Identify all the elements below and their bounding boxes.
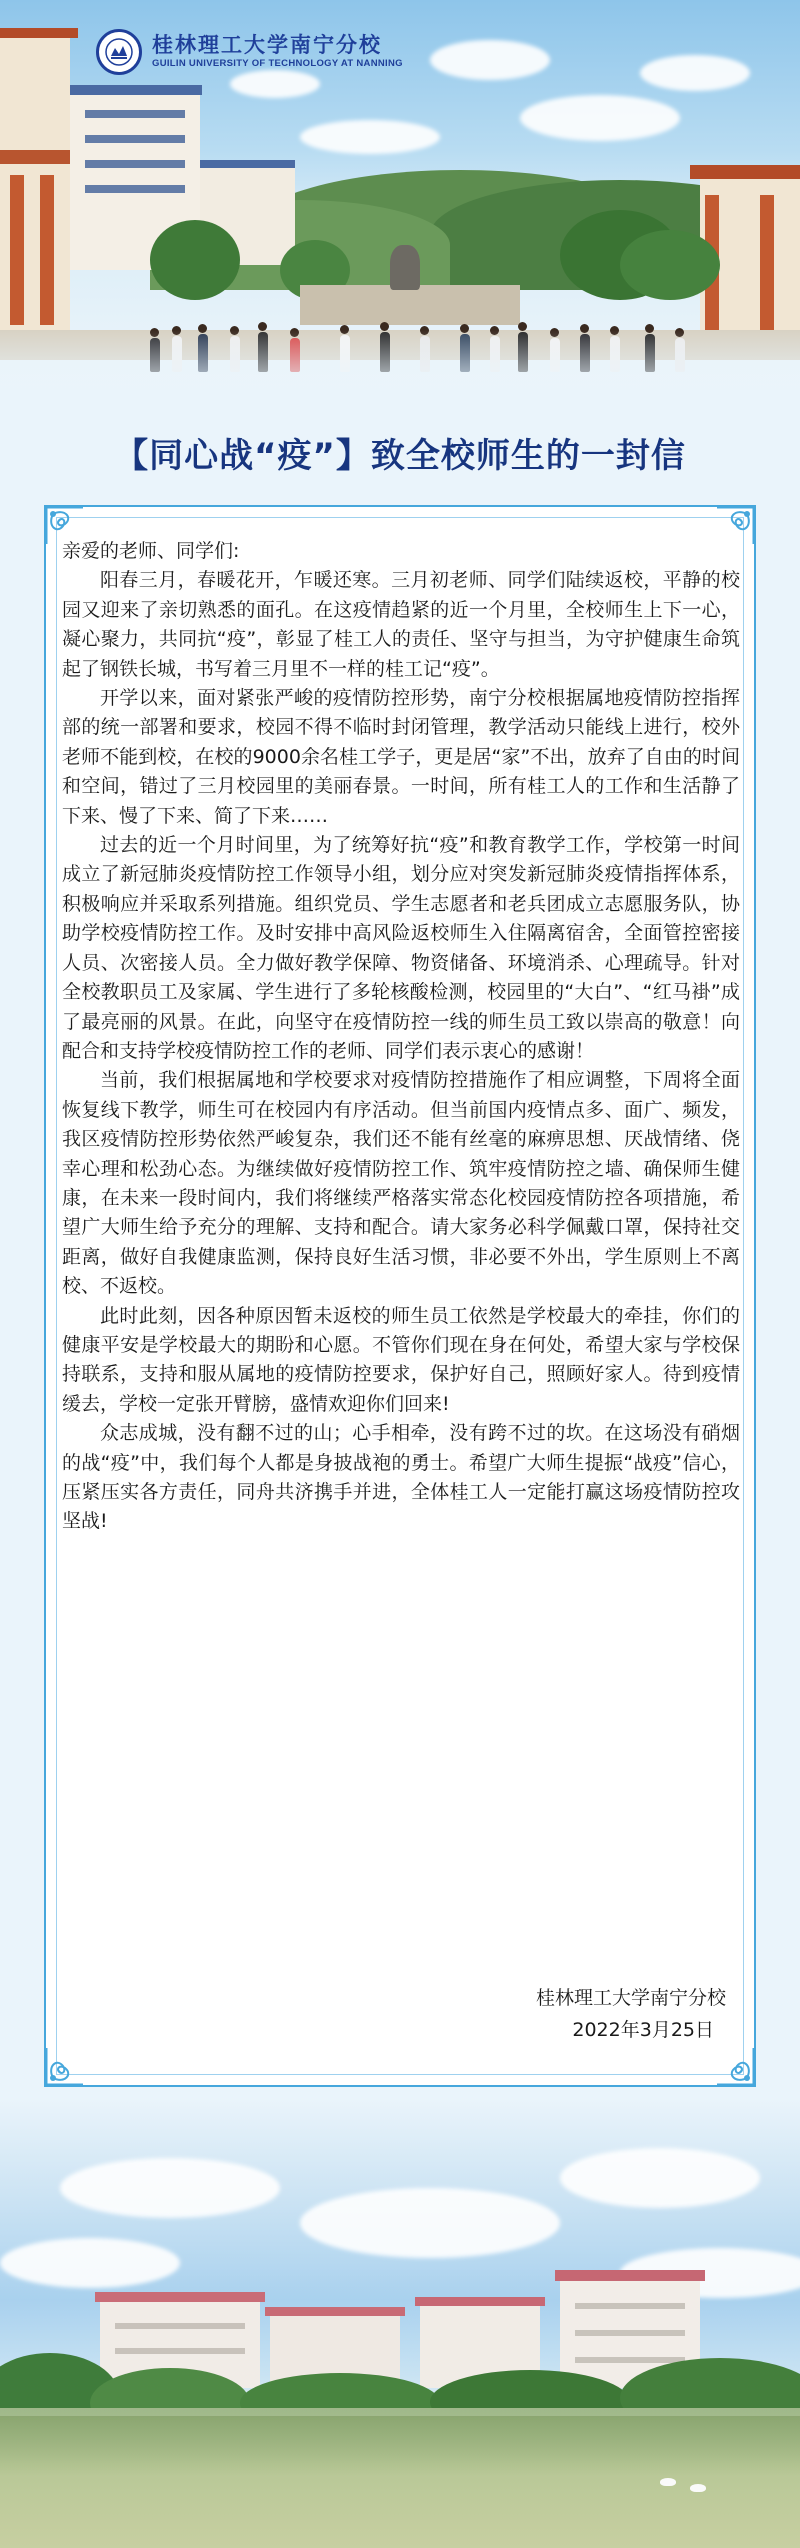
letter-paragraph: 此时此刻，因各种原因暂未返校的师生员工依然是学校最大的牵挂，你们的健康平安是学校最大的期盼和心愿。不管你们现在身在何处，希望大家与学校保持联系，支持和服从属地的疫情防控要求，保护好自己，照顾好家人。待到疫情缓去，学校一定张开臂膀，盛情欢迎你们回来! — [62, 1304, 740, 1415]
university-name-cn: 桂林理工大学南宁分校 — [152, 32, 382, 57]
letter-paragraph: 众志成城，没有翻不过的山；心手相牵，没有跨不过的坎。在这场没有硝烟的战“疫”中，我们每个人都是身披战袍的勇士。希望广大师生提振“战疫”信心，压紧压实各方责任，同舟共济携手并进，全体桂工人一定能打赢这场疫情防控攻坚战! — [62, 1422, 740, 1533]
signature-date: 2022年3月25日 — [572, 2019, 714, 2041]
page-title: 【同心战“疫”】致全校师生的一封信 — [114, 436, 686, 476]
letter-frame — [44, 505, 756, 2087]
university-logo — [96, 22, 403, 82]
letter-body — [62, 537, 740, 1537]
ornate-corner-icon — [43, 2042, 89, 2088]
signature-organization: 桂林理工大学南宁分校 — [535, 1987, 726, 2009]
letter-paragraph: 开学以来，面对紧张严峻的疫情防控形势，南宁分校根据属地疫情防控指挥部的统一部署和要求，校园不得不临时封闭管理，教学活动只能线上进行，校外老师不能到校，在校的9000余名桂工学子，更是居“家”不出，放弃了自由的时间和空间，错过了三月校园里的美丽春景。一时间，所有桂工人的工作和生活静了下来、慢了下来、简了下来…… — [62, 687, 740, 827]
ornate-corner-icon — [711, 2042, 757, 2088]
letter-salutation: 亲爱的老师、同学们: — [62, 540, 240, 562]
letter-paragraph: 阳春三月，春暖花开，乍暖还寒。三月初老师、同学们陆续返校，平静的校园又迎来了亲切熟悉的面孔。在这疫情趋紧的近一个月里，全校师生上下一心，凝心聚力，共同抗“疫”，彰显了桂工人的责任、坚守与担当，为守护健康生命筑起了钢铁长城，书写着三月里不一样的桂工记“疫”。 — [62, 569, 740, 680]
letter-signature — [536, 1982, 726, 2046]
campus-lake-photo — [0, 2098, 800, 2548]
university-seal-icon — [96, 29, 142, 75]
letter-paragraph: 过去的近一个月时间里，为了统筹好抗“疫”和教育教学工作，学校第一时间成立了新冠肺炎疫情防控工作领导小组，划分应对突发新冠肺炎疫情指挥体系，积极响应并采取系列措施。组织党员、学生志愿者和老兵团成立志愿服务队，协助学校疫情防控工作。及时安排中高风险返校师生入住隔离宿舍，全面管控密接人员、次密接人员。全力做好教学保障、物资储备、环境消杀、心理疏导。针对全校教职员工及家属、学生进行了多轮核酸检测，校园里的“大白”、“红马褂”成了最亮丽的风景。在此，向坚守在疫情防控一线的师生员工致以崇高的敬意！向配合和支持学校疫情防控工作的老师、同学们表示衷心的感谢！ — [62, 834, 740, 1062]
university-name-en: GUILIN UNIVERSITY OF TECHNOLOGY AT NANNING — [152, 58, 403, 69]
letter-paragraph: 当前，我们根据属地和学校要求对疫情防控措施作了相应调整，下周将全面恢复线下教学，师生可在校园内有序活动。但当前国内疫情点多、面广、频发，我区疫情防控形势依然严峻复杂，我们还不能有丝毫的麻痹思想、厌战情绪、侥幸心理和松劲心态。为继续做好疫情防控工作、筑牢疫情防控之墙、确保师生健康，在未来一段时间内，我们将继续严格落实常态化校园疫情防控各项措施，希望广大师生给予充分的理解、支持和配合。请大家务必科学佩戴口罩，保持社交距离，做好自我健康监测，保持良好生活习惯，非必要不外出，学生原则上不离校、不返校。 — [62, 1069, 740, 1298]
